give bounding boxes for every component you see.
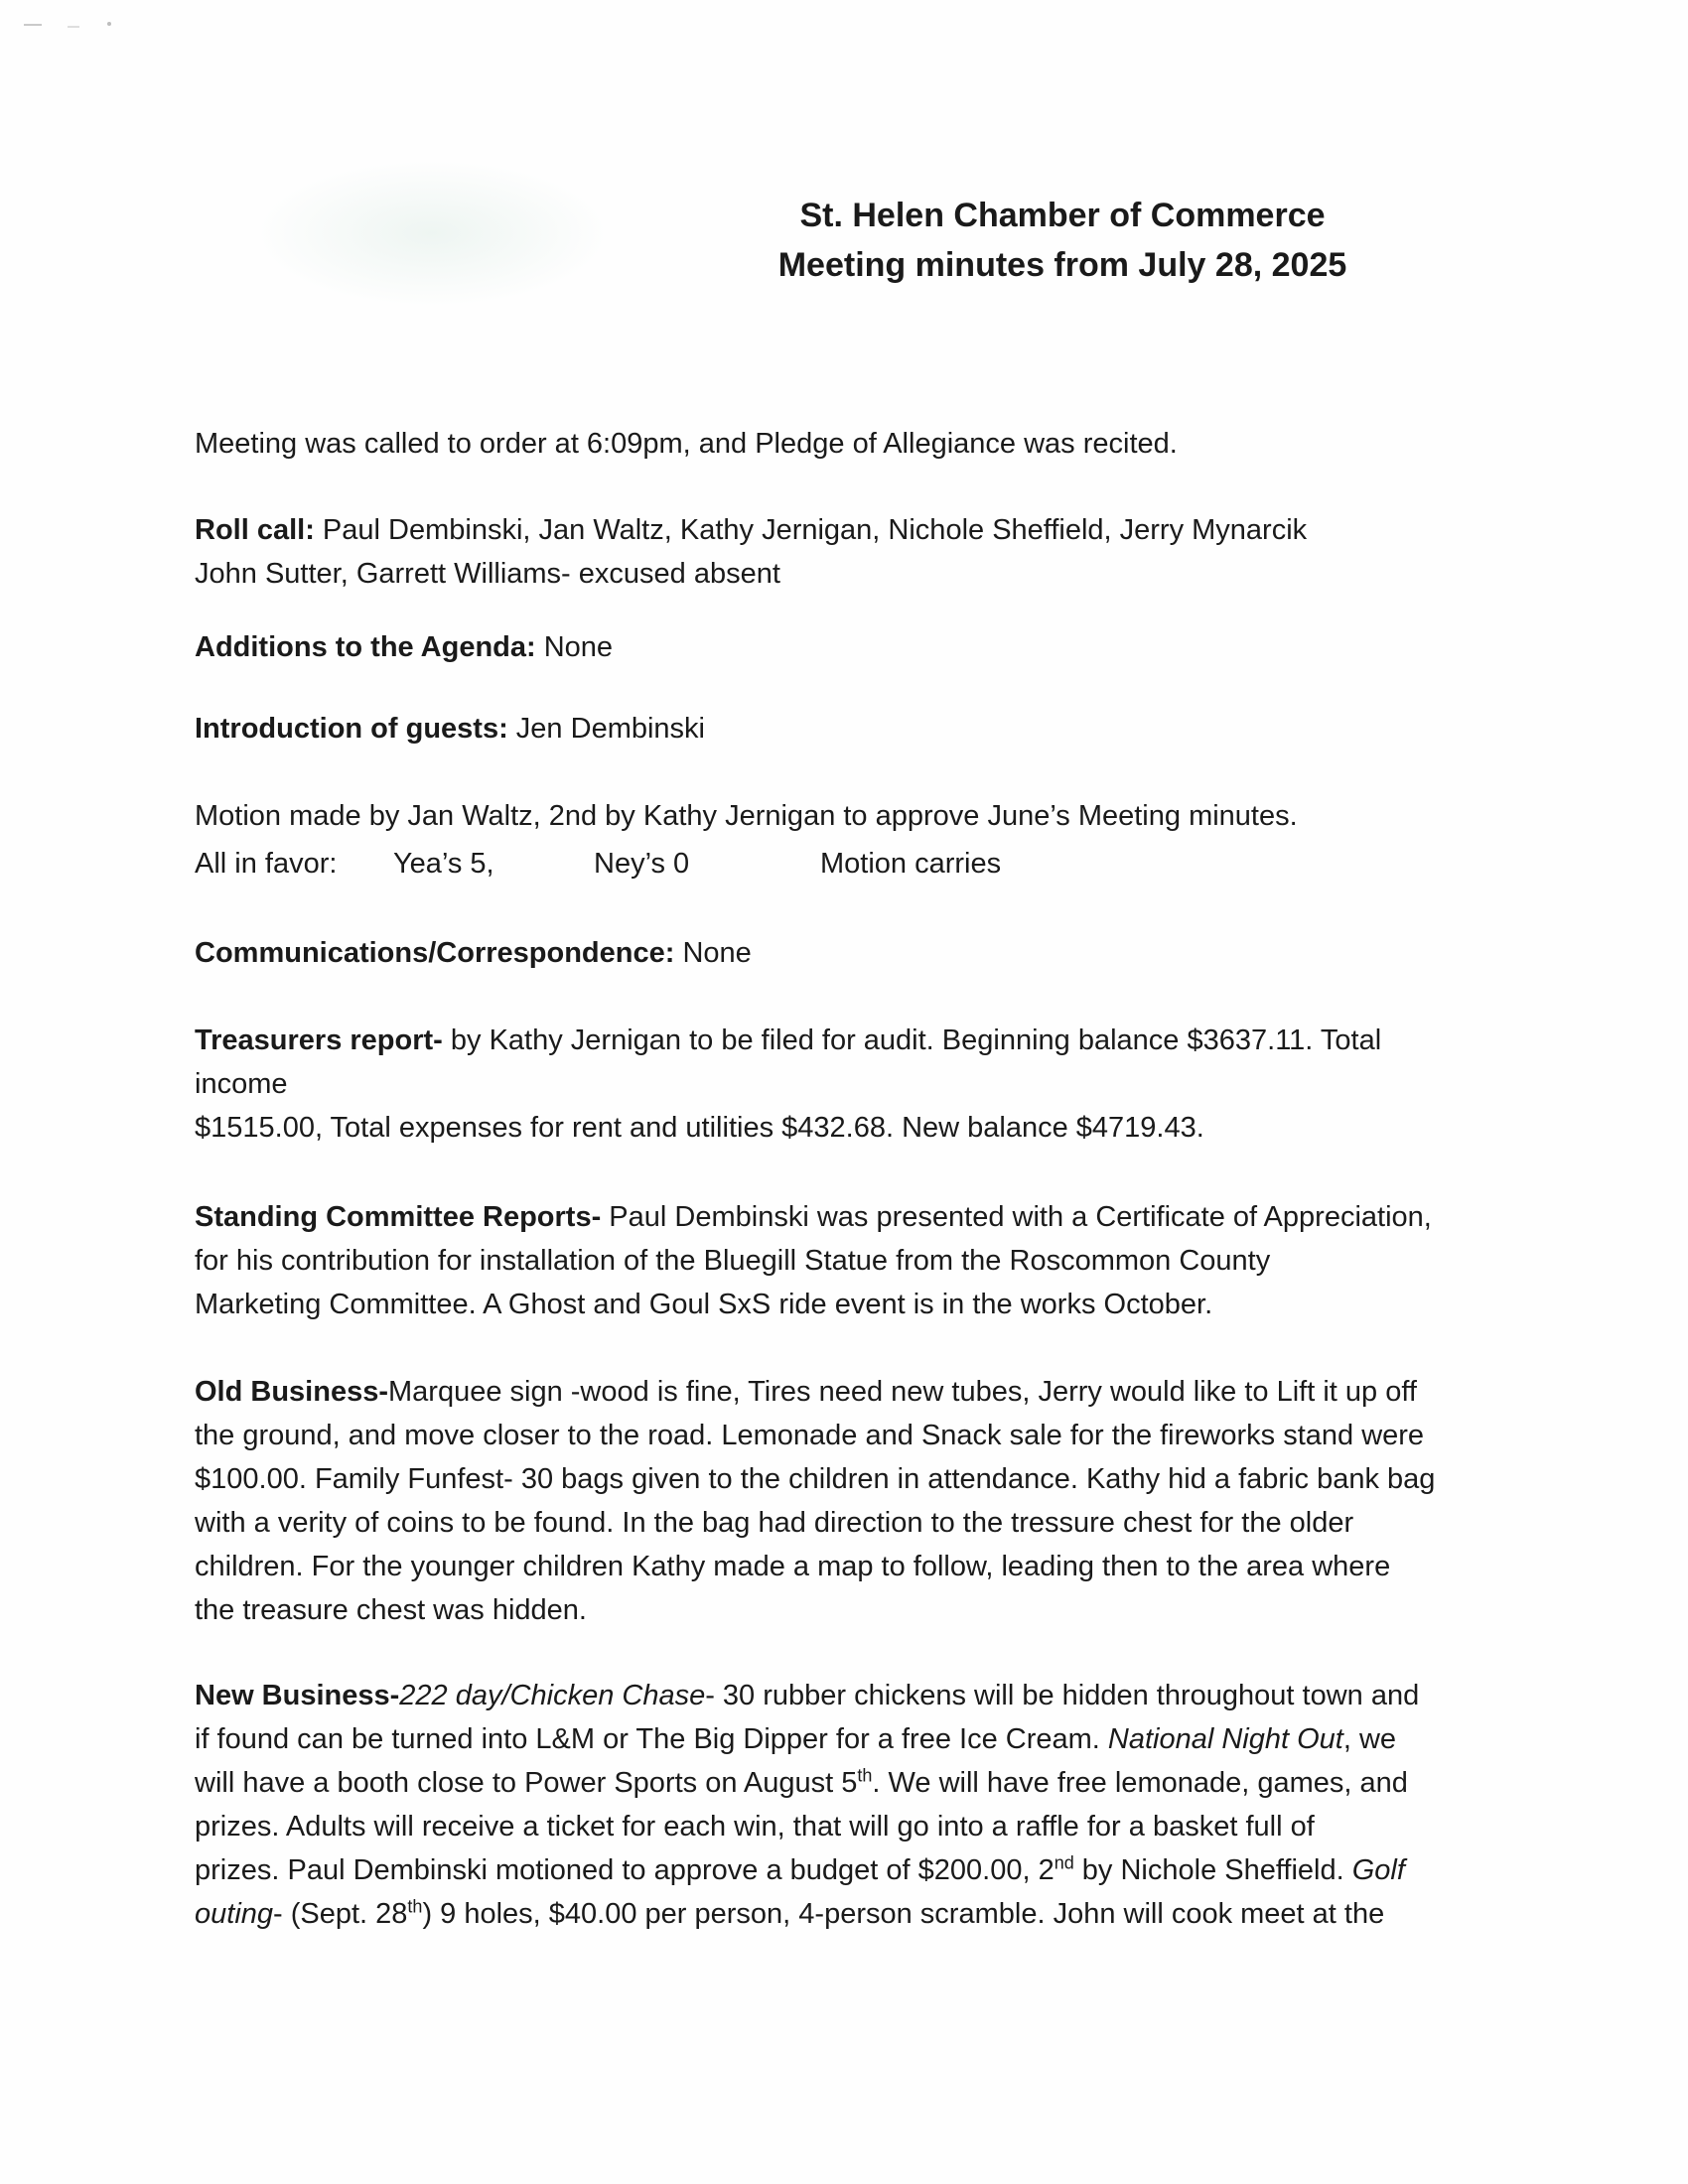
treasurer-section <box>195 1019 1515 1150</box>
guests-section <box>195 707 1515 751</box>
new-business-text-6a: - (Sept. 28 <box>273 1898 408 1930</box>
old-business-text-1: Marquee sign -wood is fine, Tires need new tubes, Jerry would like to Lift it up off <box>388 1376 1417 1408</box>
roll-call-label: Roll call: <box>195 514 315 546</box>
new-business-line-2 <box>195 1717 1515 1761</box>
guests-label: Introduction of guests: <box>195 713 508 745</box>
old-business-line-6: the treasure chest was hidden. <box>195 1594 587 1626</box>
additions-section <box>195 625 1515 669</box>
communications-section <box>195 931 1515 975</box>
new-business-line-4: prizes. Adults will receive a ticket for each win, that will go into a raffle for a basket full of <box>195 1811 1315 1843</box>
standing-line-3: Marketing Committee. A Ghost and Goul SxS ride event is in the works October. <box>195 1289 1213 1320</box>
vote-neys: Ney’s 0 <box>594 848 690 880</box>
treasurer-text-1: by Kathy Jernigan to be filed for audit. Beginning balance $3637.11. Total <box>442 1024 1382 1056</box>
faint-seal-watermark <box>253 159 611 308</box>
communications-label: Communications/Correspondence: <box>195 937 675 969</box>
standing-committee-section <box>195 1195 1515 1326</box>
old-business-line-1 <box>195 1370 1515 1414</box>
new-business-text-5a: prizes. Paul Dembinski motioned to approve a budget of $200.00, 2 <box>195 1854 1055 1886</box>
vote-result: Motion carries <box>820 848 1002 880</box>
roll-call-line-2: John Sutter, Garrett Williams- excused absent <box>195 558 780 590</box>
roll-call-members: Paul Dembinski, Jan Waltz, Kathy Jernigan, Nichole Sheffield, Jerry Mynarcik <box>314 514 1308 546</box>
vote-label: All in favor: <box>195 848 338 880</box>
treasurer-line-1 <box>195 1019 1515 1062</box>
additions-label: Additions to the Agenda: <box>195 631 536 663</box>
standing-label: Standing Committee Reports- <box>195 1201 602 1233</box>
additions-line <box>195 625 1515 669</box>
new-business-text-3a: will have a booth close to Power Sports on August 5 <box>195 1767 858 1799</box>
scan-artifact-mark <box>20 18 129 32</box>
new-business-text-2b: , we <box>1342 1723 1397 1755</box>
guests-line <box>195 707 1515 751</box>
motion-text: Motion made by Jan Waltz, 2nd by Kathy Jernigan to approve June’s Meeting minutes. <box>195 800 1298 832</box>
treasurer-line-2: income <box>195 1068 288 1100</box>
document-subtitle: Meeting minutes from July 28, 2025 <box>777 246 1347 284</box>
golf-outing-title-start: Golf <box>1351 1854 1405 1886</box>
old-business-line-3: $100.00. Family Funfest- 30 bags given to the children in attendance. Kathy hid a fabric bank bag <box>195 1463 1436 1495</box>
guests-value: Jen Dembinski <box>507 713 705 745</box>
new-business-text-3b: . We will have free lemonade, games, and <box>872 1767 1408 1799</box>
treasurer-line-3: $1515.00, Total expenses for rent and utilities $432.68. New balance $4719.43. <box>195 1112 1204 1144</box>
treasurer-label: Treasurers report- <box>195 1024 443 1056</box>
standing-line-1 <box>195 1195 1515 1239</box>
communications-line <box>195 931 1515 975</box>
vote-yeas: Yea’s 5, <box>393 848 494 880</box>
old-business-line-5: children. For the younger children Kathy made a map to follow, leading then to the area where <box>195 1551 1391 1582</box>
call-to-order <box>195 422 1515 466</box>
new-business-text-1: - 30 rubber chickens will be hidden throughout town and <box>705 1680 1420 1711</box>
new-business-section <box>195 1674 1515 1936</box>
motion-section <box>195 794 1515 838</box>
new-business-text-6b: ) 9 holes, $40.00 per person, 4-person scramble. John will cook meet at the <box>422 1898 1385 1930</box>
standing-line-2: for his contribution for installation of the Bluegill Statue from the Roscommon County <box>195 1245 1271 1277</box>
old-business-line-2: the ground, and move closer to the road. Lemonade and Snack sale for the fireworks stand were <box>195 1420 1425 1451</box>
standing-text-1: Paul Dembinski was presented with a Certificate of Appreciation, <box>601 1201 1432 1233</box>
roll-call-section <box>195 508 1515 596</box>
golf-outing-title-end: outing <box>195 1898 274 1930</box>
new-business-line-1 <box>195 1674 1515 1717</box>
additions-value: None <box>535 631 614 663</box>
call-to-order-text: Meeting was called to order at 6:09pm, and Pledge of Allegiance was recited. <box>195 428 1178 460</box>
roll-call-line-1 <box>195 508 1515 552</box>
chicken-chase-title: 222 day/Chicken Chase <box>399 1680 706 1711</box>
old-business-label: Old Business- <box>195 1376 388 1408</box>
ordinal-suffix: nd <box>1054 1852 1074 1873</box>
ordinal-suffix: th <box>407 1896 423 1917</box>
old-business-section <box>195 1370 1515 1632</box>
new-business-line-3 <box>195 1761 1515 1805</box>
new-business-text-2a: if found can be turned into L&M or The Big Dipper for a free Ice Cream. <box>195 1723 1108 1755</box>
new-business-text-5b: by Nichole Sheffield. <box>1073 1854 1352 1886</box>
document-title: St. Helen Chamber of Commerce <box>799 197 1326 234</box>
ordinal-suffix: th <box>857 1765 873 1786</box>
old-business-line-4: with a verity of coins to be found. In the bag had direction to the tressure chest for the older <box>195 1507 1354 1539</box>
new-business-line-5 <box>195 1848 1515 1892</box>
new-business-label: New Business- <box>195 1680 400 1711</box>
national-night-out-title: National Night Out <box>1107 1723 1343 1755</box>
communications-value: None <box>674 937 752 969</box>
new-business-line-6 <box>195 1892 1515 1936</box>
